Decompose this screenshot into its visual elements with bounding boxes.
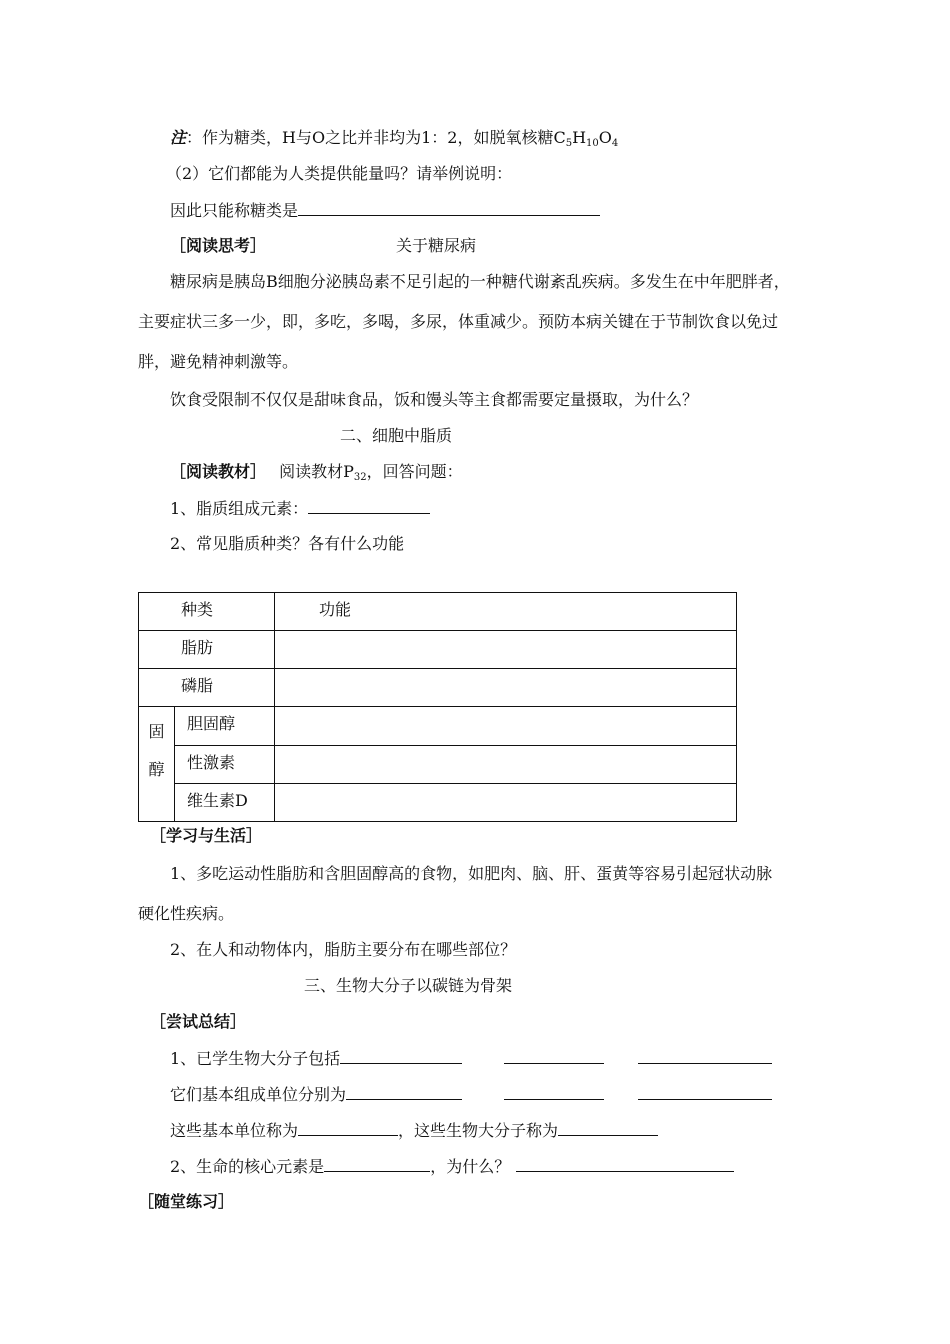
therefore-blank[interactable] xyxy=(298,200,600,216)
row-fat-function[interactable] xyxy=(275,631,737,669)
why-blank[interactable] xyxy=(516,1156,734,1172)
reading-textbook-text: 阅读教材$P_{32}$，回答问题： xyxy=(279,462,463,483)
polymer-text: ，这些生物大分子称为 xyxy=(398,1121,559,1140)
diabetes-line-2: 主要症状三多一少，即，多吃，多喝，多尿，体重减少。预防本病关键在于节制饮食以免过 xyxy=(138,312,779,331)
diabetes-question: 饮食受限制不仅仅是甜味食品，饭和馒头等主食都需要定量摄取，为什么？ xyxy=(170,390,699,409)
reading-think-label: ［阅读思考］ xyxy=(170,236,267,255)
summary-header xyxy=(150,1012,246,1032)
diabetes-line-1: 糖尿病是胰岛B细胞分泌胰岛素不足引起的一种糖代谢紊乱疾病。多发生在中年肥胖者， xyxy=(170,272,790,291)
basic-units-line xyxy=(170,1084,462,1105)
row-vitamin-d-function[interactable] xyxy=(275,783,737,821)
table-row xyxy=(139,631,737,669)
header-kind: 种类 xyxy=(139,593,275,631)
lipid-elements-blank[interactable] xyxy=(308,498,430,514)
row-cholesterol-label: 胆固醇 xyxy=(175,707,275,745)
therefore-text: 因此只能称糖类是 xyxy=(170,201,299,220)
table-row xyxy=(139,669,737,707)
core-element-line xyxy=(170,1156,734,1177)
basic-units-text: 它们基本组成单位分别为 xyxy=(170,1085,347,1104)
reading-textbook-label: ［阅读教材］ xyxy=(170,462,267,481)
note-text: ：作为糖类，H与O之比并非均为1：2，如脱氧核糖 xyxy=(186,128,554,147)
monomer-text: 这些基本单位称为 xyxy=(170,1121,299,1140)
table-row xyxy=(139,783,737,821)
life-para-2: 2、在人和动物体内，脂肪主要分布在哪些部位？ xyxy=(170,940,517,959)
why-text: ，为什么？ xyxy=(430,1157,511,1176)
basic-unit-blank-3[interactable] xyxy=(638,1084,772,1100)
monomer-blank[interactable] xyxy=(298,1120,398,1136)
core-element-blank[interactable] xyxy=(324,1156,430,1172)
note-formula: $C_5H_{10}O_4$ xyxy=(553,128,619,149)
row-sex-hormone-function[interactable] xyxy=(275,745,737,783)
lipid-elements-line xyxy=(170,498,430,519)
section-2-title: 二、细胞中脂质 xyxy=(340,426,453,445)
lipid-table xyxy=(138,592,737,822)
note-label: 注 xyxy=(170,128,187,147)
therefore-line xyxy=(170,200,600,221)
diabetes-line-3: 胖，避免精神刺激等。 xyxy=(138,352,299,371)
table-row xyxy=(139,745,737,783)
row-sex-hormone-label: 性激素 xyxy=(175,745,275,783)
note-line xyxy=(170,128,618,148)
macromolecule-blank-3[interactable] xyxy=(638,1048,772,1064)
learning-life-label: ［学习与生活］ xyxy=(150,826,263,845)
table-row xyxy=(139,707,737,745)
summary-label: ［尝试总结］ xyxy=(150,1012,247,1031)
learning-life-header xyxy=(150,826,262,846)
core-element-text: 2、生命的核心元素是 xyxy=(170,1157,325,1176)
row-vitamin-d-label: 维生素D xyxy=(175,783,275,821)
basic-unit-blank-2[interactable] xyxy=(504,1084,604,1100)
table-header-row xyxy=(139,593,737,631)
row-fat-label: 脂肪 xyxy=(139,631,275,669)
reading-think-title: 关于糖尿病 xyxy=(396,236,477,255)
reading-textbook-line xyxy=(170,462,463,482)
polymer-blank[interactable] xyxy=(558,1120,658,1136)
basic-unit-blank-1[interactable] xyxy=(346,1084,462,1100)
section-3-title: 三、生物大分子以碳链为骨架 xyxy=(304,976,513,995)
macromolecule-blank-2[interactable] xyxy=(504,1048,604,1064)
reading-think-header xyxy=(170,236,266,256)
monomer-polymer-line xyxy=(170,1120,658,1141)
lipid-elements-text: 1、脂质组成元素： xyxy=(170,499,309,518)
macromolecules-line xyxy=(170,1048,462,1069)
practice-header xyxy=(138,1192,234,1212)
life-para-1-line-1: 1、多吃运动性脂肪和含胆固醇高的食物，如肥肉、脑、肝、蛋黄等容易引起冠状动脉 xyxy=(170,864,773,883)
question-2: （2）它们都能为人类提供能量吗？请举例说明： xyxy=(166,164,513,183)
header-function: 功能 xyxy=(275,593,737,631)
life-para-1-line-2: 硬化性疾病。 xyxy=(138,904,235,923)
sterol-group-label: 固 醇 xyxy=(139,707,175,822)
lipid-types-question: 2、常见脂质种类？各有什么功能 xyxy=(170,534,405,553)
row-phospholipid-label: 磷脂 xyxy=(139,669,275,707)
macromolecules-text: 1、已学生物大分子包括 xyxy=(170,1049,341,1068)
macromolecule-blank-1[interactable] xyxy=(340,1048,462,1064)
row-phospholipid-function[interactable] xyxy=(275,669,737,707)
row-cholesterol-function[interactable] xyxy=(275,707,737,745)
practice-label: ［随堂练习］ xyxy=(138,1192,235,1211)
